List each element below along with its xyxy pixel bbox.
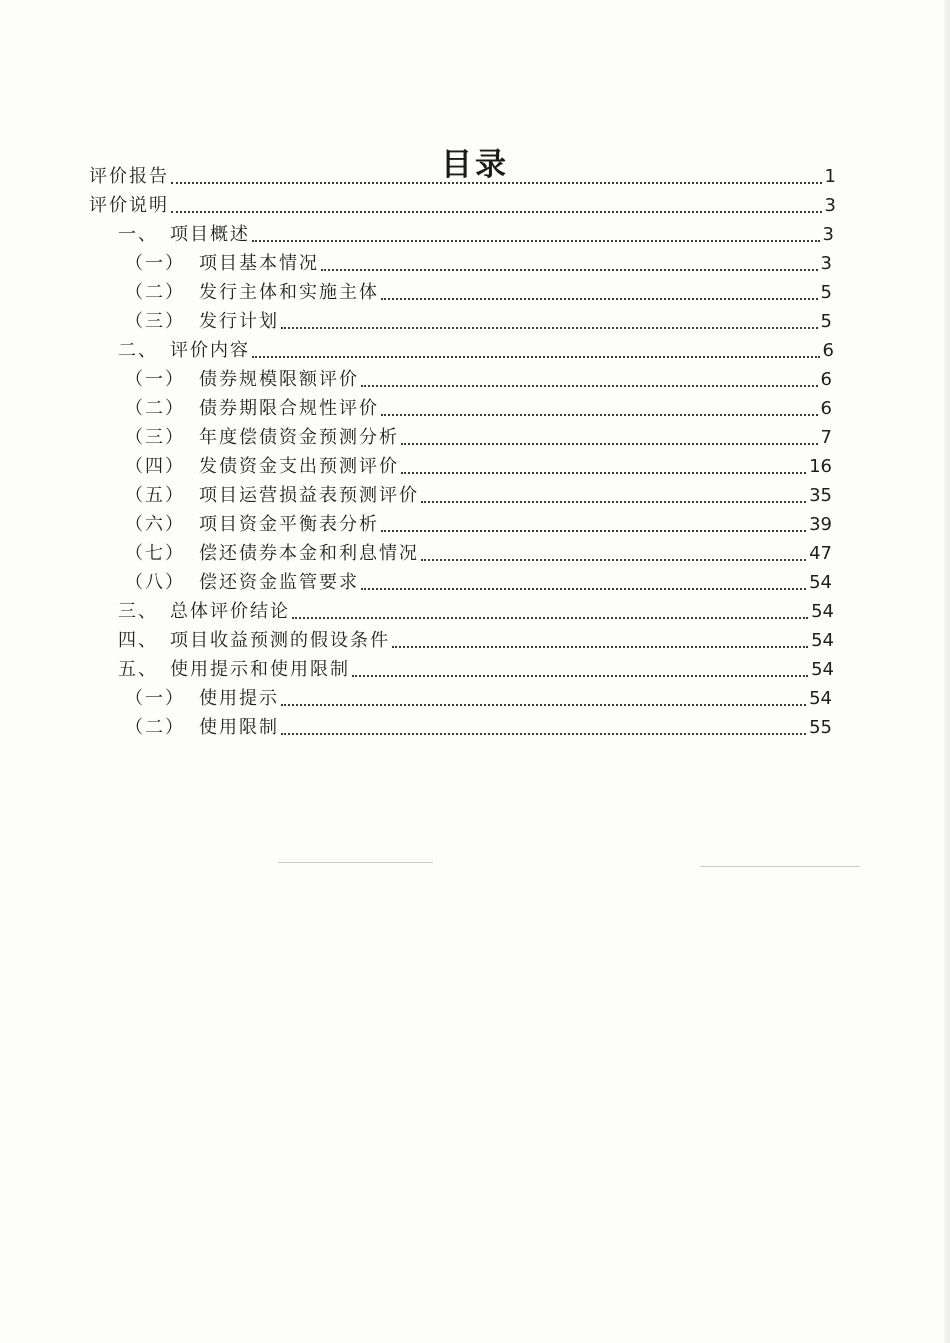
toc-leader-dots xyxy=(281,733,806,735)
toc-entry-page-number: 54 xyxy=(811,601,834,622)
toc-leader-dots xyxy=(381,414,818,416)
toc-entry-label: 项目概述 xyxy=(170,224,250,245)
toc-entry-page-number: 16 xyxy=(809,456,832,477)
toc-entry-number: （一） xyxy=(125,688,185,709)
toc-leader-dots xyxy=(381,298,818,300)
toc-entry-page-number: 54 xyxy=(811,659,834,680)
toc-entry-number: （五） xyxy=(125,485,185,506)
toc-entry[interactable] xyxy=(0,508,950,537)
toc-entry[interactable] xyxy=(0,479,950,508)
toc-leader-dots xyxy=(361,588,806,590)
toc-entry-page-number: 3 xyxy=(820,253,832,274)
toc-entry[interactable] xyxy=(0,711,950,740)
toc-entry-page-number: 5 xyxy=(820,282,832,303)
toc-entry-number: 四、 xyxy=(118,630,158,651)
toc-entry-page-number: 55 xyxy=(809,717,832,738)
toc-leader-dots xyxy=(281,704,806,706)
toc-entry[interactable] xyxy=(0,276,950,305)
toc-entry-number: 二、 xyxy=(118,340,158,361)
toc-entry-page-number: 3 xyxy=(824,195,836,216)
toc-entry-number: （二） xyxy=(125,717,185,738)
toc-leader-dots xyxy=(252,356,820,358)
toc-entry-label: 评价报告 xyxy=(89,166,169,187)
toc-leader-dots xyxy=(252,240,820,242)
toc-entry-label: 债券规模限额评价 xyxy=(199,369,359,390)
toc-leader-dots xyxy=(401,472,806,474)
toc-entry-label: 项目运营损益表预测评价 xyxy=(199,485,419,506)
toc-entry-label: 发债资金支出预测评价 xyxy=(199,456,399,477)
toc-leader-dots xyxy=(352,675,808,677)
toc-entry[interactable] xyxy=(0,450,950,479)
toc-entry-number: （一） xyxy=(125,369,185,390)
toc-entry[interactable] xyxy=(0,334,950,363)
toc-entry[interactable] xyxy=(0,363,950,392)
toc-entry-label: 评价说明 xyxy=(89,195,169,216)
toc-entry-label: 使用提示和使用限制 xyxy=(170,659,350,680)
toc-leader-dots xyxy=(421,501,806,503)
toc-entry-page-number: 1 xyxy=(824,166,836,187)
toc-entry-label: 使用限制 xyxy=(199,717,279,738)
toc-entry-label: 项目基本情况 xyxy=(199,253,319,274)
scan-fold-line-left xyxy=(278,862,433,863)
toc-entry-number: 五、 xyxy=(118,659,158,680)
toc-entry-label: 项目收益预测的假设条件 xyxy=(170,630,390,651)
toc-entry-label: 使用提示 xyxy=(199,688,279,709)
toc-entry-number: （四） xyxy=(125,456,185,477)
toc-entry[interactable] xyxy=(0,624,950,653)
toc-entry-page-number: 6 xyxy=(820,369,832,390)
page-title: 目录 xyxy=(441,146,509,183)
toc-entry-label: 项目资金平衡表分析 xyxy=(199,514,379,535)
toc-entry-page-number: 3 xyxy=(822,224,834,245)
toc-entry[interactable] xyxy=(0,247,950,276)
toc-entry-page-number: 6 xyxy=(822,340,834,361)
toc-entry[interactable] xyxy=(0,682,950,711)
toc-leader-dots xyxy=(281,327,818,329)
toc-entry[interactable] xyxy=(0,305,950,334)
toc-entry-label: 债券期限合规性评价 xyxy=(199,398,379,419)
toc-entry-label: 发行主体和实施主体 xyxy=(199,282,379,303)
toc-entry[interactable] xyxy=(0,160,950,189)
toc-entry[interactable] xyxy=(0,653,950,682)
toc-leader-dots xyxy=(381,530,806,532)
toc-entry-page-number: 47 xyxy=(809,543,832,564)
toc-entry[interactable] xyxy=(0,537,950,566)
toc-entry-number: 一、 xyxy=(118,224,158,245)
toc-entry-page-number: 54 xyxy=(811,630,834,651)
toc-entry-number: （八） xyxy=(125,572,185,593)
toc-leader-dots xyxy=(392,646,808,648)
toc-entry[interactable] xyxy=(0,392,950,421)
toc-leader-dots xyxy=(421,559,806,561)
toc-entry-label: 年度偿债资金预测分析 xyxy=(199,427,399,448)
toc-entry-label: 发行计划 xyxy=(199,311,279,332)
toc-entry-number: （六） xyxy=(125,514,185,535)
toc-entry-number: （三） xyxy=(125,427,185,448)
toc-entry-number: 三、 xyxy=(118,601,158,622)
toc-entry-label: 偿还资金监管要求 xyxy=(199,572,359,593)
toc-entry-number: （二） xyxy=(125,398,185,419)
toc-entry-page-number: 54 xyxy=(809,688,832,709)
toc-entry-page-number: 7 xyxy=(820,427,832,448)
toc-entry-label: 评价内容 xyxy=(170,340,250,361)
toc-entry-page-number: 5 xyxy=(820,311,832,332)
toc-leader-dots xyxy=(401,443,818,445)
toc-entry[interactable] xyxy=(0,566,950,595)
toc-entry-page-number: 6 xyxy=(820,398,832,419)
table-of-contents xyxy=(0,160,950,740)
toc-entry-number: （二） xyxy=(125,282,185,303)
scan-fold-line-right xyxy=(700,866,860,867)
toc-entry-number: （一） xyxy=(125,253,185,274)
toc-leader-dots xyxy=(171,182,822,184)
toc-leader-dots xyxy=(361,385,818,387)
toc-entry-page-number: 54 xyxy=(809,572,832,593)
toc-entry-label: 总体评价结论 xyxy=(170,601,290,622)
toc-entry[interactable] xyxy=(0,218,950,247)
toc-entry[interactable] xyxy=(0,595,950,624)
toc-entry-number: （七） xyxy=(125,543,185,564)
toc-entry[interactable] xyxy=(0,189,950,218)
toc-entry-page-number: 39 xyxy=(809,514,832,535)
toc-entry-page-number: 35 xyxy=(809,485,832,506)
toc-entry-number: （三） xyxy=(125,311,185,332)
toc-leader-dots xyxy=(171,211,822,213)
toc-leader-dots xyxy=(321,269,818,271)
toc-entry[interactable] xyxy=(0,421,950,450)
toc-leader-dots xyxy=(292,617,808,619)
toc-entry-label: 偿还债券本金和利息情况 xyxy=(199,543,419,564)
